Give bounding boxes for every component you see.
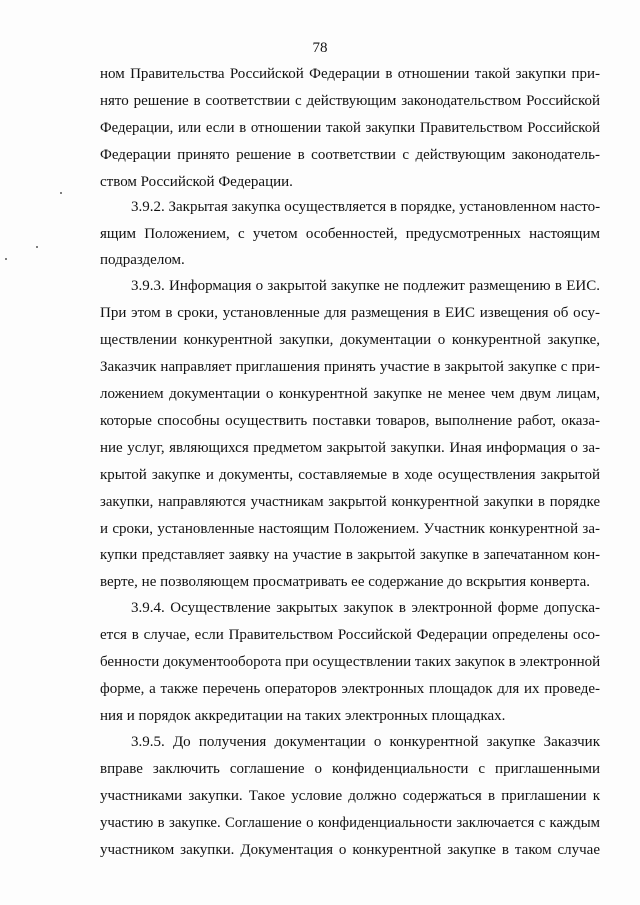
text-line: подразделом.: [100, 252, 185, 268]
paragraph-start-line: 3.9.3. Информация о закрытой закупке не подлежит размещению в ЕИС.: [131, 278, 600, 294]
text-line: Федерации принято решение в соответствии с действующим законодатель-: [100, 147, 600, 163]
text-line: ством Российской Федерации.: [100, 174, 293, 190]
paragraph-start-line: 3.9.5. До получения документации о конкурентной закупке Заказчик: [131, 734, 600, 750]
text-line: ящим Положением, с учетом особенностей, предусмотренных настоящим: [100, 226, 600, 242]
text-line: крытой закупке и документы, составляемые в ходе осуществления закрытой: [100, 467, 600, 483]
text-line: верте, не позволяющем просматривать ее содержание до вскрытия конверта.: [100, 574, 591, 590]
text-line: нято решение в соответствии с действующим законодательством Российской: [100, 93, 600, 109]
scan-speck: [36, 246, 38, 248]
text-line: участником закупки. Документация о конкурентной закупке в таком случае: [100, 842, 600, 858]
scan-speck: [60, 192, 62, 194]
text-line: закупки, направляются участникам закрытой конкурентной закупки в порядке: [100, 494, 600, 510]
text-line: купки представляет заявку на участие в закрытой закупке в запечатанном кон-: [100, 547, 600, 563]
text-line: Заказчик направляет приглашения принять участие в закрытой закупке с при-: [100, 359, 600, 375]
text-line: ном Правительства Российской Федерации в отношении такой закупки при-: [100, 66, 600, 82]
text-line: участию в закупке. Соглашение о конфиденциальности заключается с каждым: [100, 815, 600, 831]
text-line: При этом в сроки, установленные для размещения в ЕИС извещения об осу-: [100, 305, 600, 321]
text-line: ложением документации о конкурентной закупке не менее чем двум лицам,: [100, 386, 600, 402]
page-number: 78: [312, 40, 328, 56]
text-line: форме, а также перечень операторов электронных площадок для их проведе-: [100, 681, 600, 697]
text-line: вправе заключить соглашение о конфиденциальности с приглашенными: [100, 761, 600, 777]
text-line: ществлении конкурентной закупки, документации о конкурентной закупке,: [100, 332, 600, 348]
text-line: ние услуг, являющихся предметом закрытой закупки. Иная информация о за-: [100, 440, 600, 456]
text-line: которые способны осуществить поставки товаров, выполнение работ, оказа-: [100, 413, 600, 429]
text-line: ния и порядок аккредитации на таких электронных площадках.: [100, 708, 506, 724]
text-line: бенности документооборота при осуществлении таких закупок в электронной: [100, 654, 601, 670]
text-line: участниками закупки. Такое условие должно содержаться в приглашении к: [100, 788, 600, 804]
paragraph-start-line: 3.9.2. Закрытая закупка осуществляется в порядке, установленном насто-: [131, 199, 601, 215]
scan-speck: [5, 258, 7, 260]
text-line: ется в случае, если Правительством Российской Федерации определены осо-: [100, 627, 600, 643]
text-line: и сроки, установленные настоящим Положением. Участник конкурентной за-: [100, 521, 600, 537]
paragraph-start-line: 3.9.4. Осуществление закрытых закупок в электронной форме допуска-: [131, 600, 600, 616]
text-line: Федерации, или если в отношении такой закупки Правительством Российской: [100, 120, 600, 136]
